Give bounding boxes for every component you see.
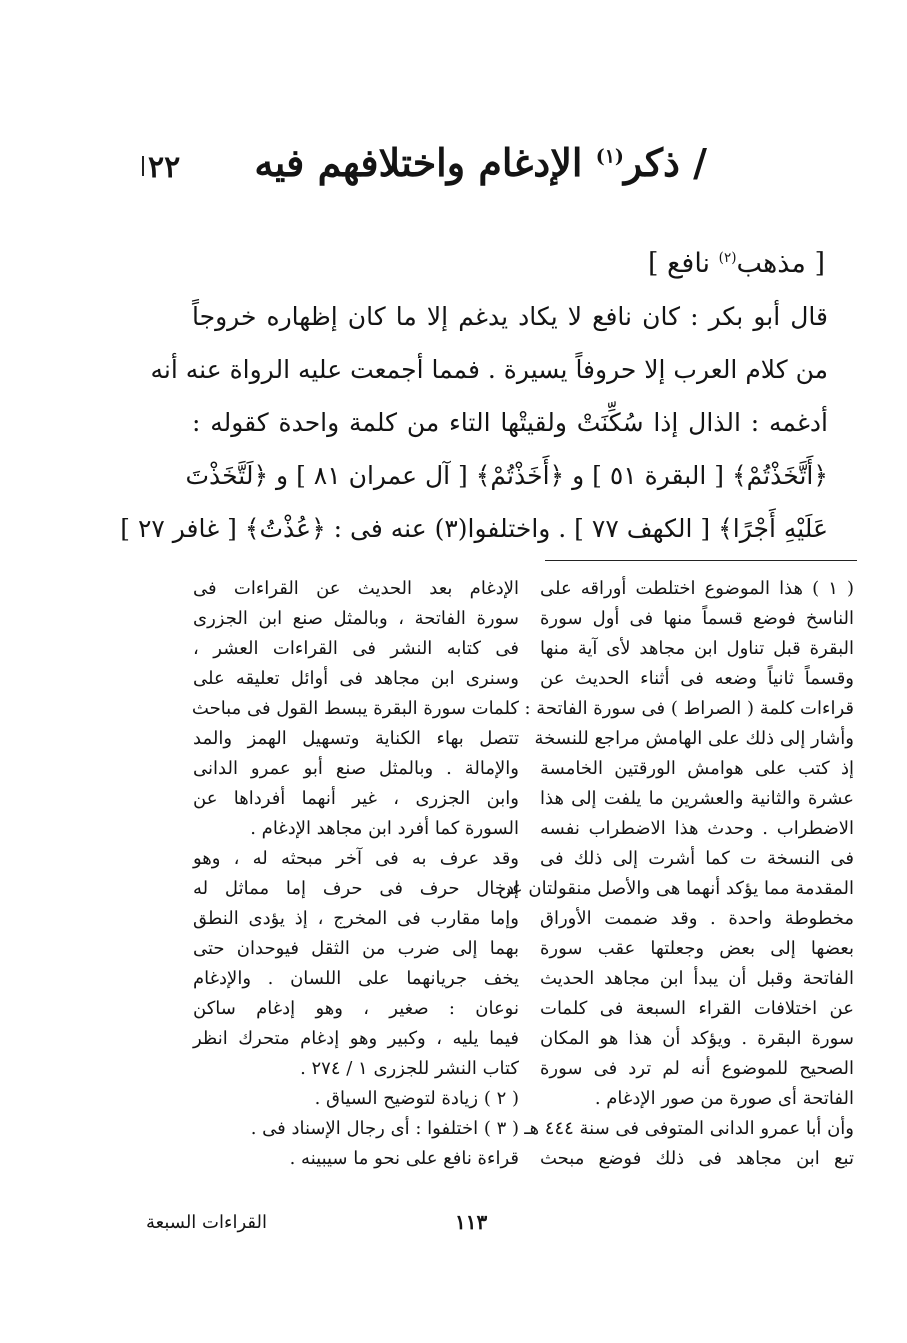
- footnote-line: يخف جريانهما على اللسان . والإدغام: [193, 968, 519, 989]
- footnote-line: والإمالة . وبالمثل صنع أبو عمرو الدانى: [193, 758, 519, 779]
- main-text-line: من كلام العرب إلا حروفاً يسيرة . فمما أجمعت عليه الرواة عنه أنه: [150, 355, 828, 384]
- footnote-line: الإدغام بعد الحديث عن القراءات فى: [193, 578, 519, 599]
- footnote-line: قراءات كلمة ( الصراط ) فى سورة الفاتحة :: [524, 698, 854, 719]
- footnote-line: كلمات سورة البقرة يبسط القول فى مباحث: [191, 698, 519, 719]
- footnote-line: فى كتابه النشر فى القراءات العشر ،: [193, 638, 519, 659]
- footnote-line: وإما مقارب فى المخرج ، إذ يؤدى النطق: [193, 908, 519, 929]
- main-text-line: عَلَيْهِ أَجْرًا﴾ [ الكهف ٧٧ ] . واختلفوا(٣) عنه فى : ﴿عُذْتُ﴾ [ غافر ٢٧ ]: [120, 514, 828, 543]
- footnote-line: إذ كتب على هوامش الورقتين الخامسة: [540, 758, 854, 779]
- footnote-line: الناسخ فوضع قسماً منها فى أول سورة: [540, 608, 854, 629]
- footnote-line: ( ٢ ) زيادة لتوضيح السياق .: [314, 1088, 519, 1109]
- footnotes-right-column: [498, 574, 854, 1174]
- footnote-line: الفاتحة وقبل أن يبدأ ابن مجاهد الحديث: [540, 968, 854, 989]
- footnote-line: الفاتحة أى صورة من صور الإدغام .: [594, 1088, 854, 1109]
- main-text-line: أدغمه : الذال إذا سُكِّنَتْ ولقيتْها التاء من كلمة واحدة كقوله :: [192, 408, 828, 437]
- footnote-line: عن اختلافات القراء السبعة فى كلمات: [540, 998, 854, 1019]
- footnote-line: فيما يليه ، وكبير وهو إدغام متحرك انظر: [193, 1028, 519, 1049]
- footnote-line: سورة البقرة . ويؤكد أن هذا هو المكان: [540, 1028, 854, 1049]
- footnote-line: إدخال حرف فى حرف إما مماثل له: [193, 878, 519, 899]
- footnote-line: وسنرى ابن مجاهد فى أوائل تعليقه على: [193, 668, 519, 689]
- chapter-title-note-ref: (١): [595, 145, 624, 168]
- chapter-title-start: / ذكر: [623, 140, 707, 185]
- footnote-line: نوعان : صغير ، وهو إدغام ساكن: [193, 998, 519, 1019]
- footnote-line: البقرة قبل تناول ابن مجاهد لأى آية منها: [540, 638, 854, 659]
- leaf-number: ٢٢: [148, 150, 181, 185]
- footnote-line: وقسماً ثانياً وضعه فى أثناء الحديث عن: [540, 668, 854, 689]
- footnote-line: مخطوطة واحدة . وقد ضممت الأوراق: [540, 908, 854, 929]
- footnote-line: بهما إلى ضرب من الثقل فيوحدان حتى: [193, 938, 519, 959]
- leaf-marker: [142, 156, 144, 176]
- footnote-line: وأن أبا عمرو الدانى المتوفى فى سنة ٤٤٤ هـ: [524, 1118, 854, 1139]
- subhead-start: [ مذهب: [736, 248, 825, 279]
- footnote-line: المقدمة مما يؤكد أنهما هى والأصل منقولتان عن: [498, 878, 854, 899]
- main-text-line: قال أبو بكر : كان نافع لا يكاد يدغم إلا ما كان إظهاره خروجاً: [192, 302, 828, 331]
- chapter-title-end: الإدغام واختلافهم فيه: [254, 140, 596, 185]
- footnote-line: ( ٣ ) اختلفوا : أى رجال الإسناد فى .: [250, 1118, 519, 1139]
- page-number: ١١٣: [455, 1210, 488, 1234]
- footnote-line: كتاب النشر للجزرى ١ / ٢٧٤ .: [300, 1058, 519, 1079]
- footnote-line: السورة كما أفرد ابن مجاهد الإدغام .: [250, 818, 519, 839]
- subhead-end: نافع ]: [647, 248, 719, 279]
- footnote-line: الصحيح للموضوع أنه لم ترد فى سورة: [540, 1058, 854, 1079]
- footnote-line: الاضطراب . وحدث هذا الاضطراب نفسه: [540, 818, 854, 839]
- footnotes-left-column: [193, 574, 519, 1174]
- footnote-line: بعضها إلى بعض وجعلتها عقب سورة: [540, 938, 854, 959]
- main-text: [120, 290, 828, 555]
- subhead-note-ref: (٢): [718, 250, 737, 266]
- footnote-line: تبع ابن مجاهد فى ذلك فوضع مبحث: [540, 1148, 854, 1169]
- footnote-separator: [545, 560, 857, 561]
- footnote-line: تتصل بهاء الكناية وتسهيل الهمز والمد: [193, 728, 519, 749]
- section-subheading: [648, 248, 825, 279]
- footnote-line: عشرة والثانية والعشرين ما يلفت إلى هذا: [540, 788, 854, 809]
- footnote-line: سورة الفاتحة ، وبالمثل صنع ابن الجزرى: [193, 608, 519, 629]
- main-text-line: ﴿أَتَّخَذْتُمْ﴾ [ البقرة ٥١ ] و ﴿أَخَذْتُمْ﴾ [ آل عمران ٨١ ] و ﴿لَتَّخَذْتَ: [185, 461, 828, 490]
- footnote-line: وأشار إلى ذلك على الهامش مراجع للنسخة: [534, 728, 854, 749]
- footnote-line: فى النسخة ت كما أشرت إلى ذلك فى: [540, 848, 854, 869]
- running-footer-title: القراءات السبعة: [146, 1212, 267, 1233]
- footnote-line: وابن الجزرى ، غير أنهما أفرداها عن: [193, 788, 519, 809]
- chapter-title: [254, 140, 707, 185]
- footnote-line: وقد عرف به فى آخر مبحثه له ، وهو: [193, 848, 519, 869]
- footnote-line: قراءة نافع على نحو ما سيبينه .: [289, 1148, 519, 1169]
- footnote-line: ( ١ ) هذا الموضوع اختلطت أوراقه على: [540, 578, 854, 599]
